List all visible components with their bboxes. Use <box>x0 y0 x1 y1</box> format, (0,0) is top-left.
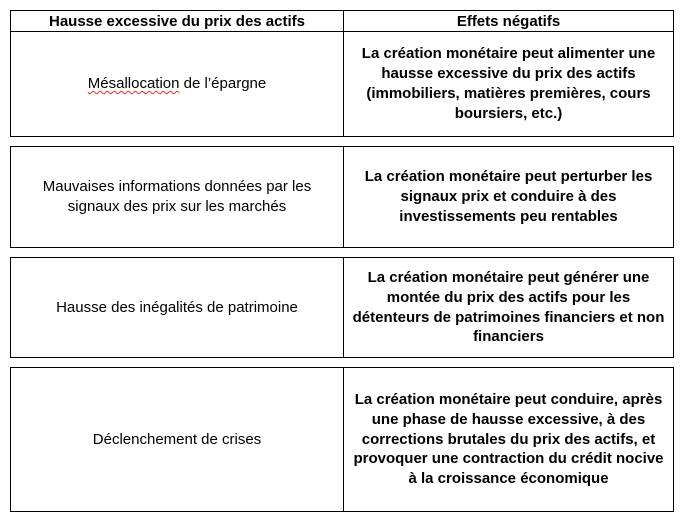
cause-cell <box>11 32 344 136</box>
table-row <box>11 32 673 136</box>
effect-cell: La création monétaire peut alimenter une hausse excessive du prix des actifs (immobiliers, matières premières, cours boursiers, etc.) <box>361 45 656 122</box>
monetary-effects-table-section-2 <box>10 146 674 248</box>
monetary-effects-table-section-3 <box>10 257 674 358</box>
monetary-effects-table-section-1 <box>10 10 674 137</box>
misspelled-word: Mésallocation <box>87 75 180 93</box>
table-row <box>11 147 673 247</box>
table-header-row <box>11 11 673 32</box>
effect-cell: La création monétaire peut conduire, après une phase de hausse excessive, à des corrections brutales du prix des actifs, et provoquer une contraction du crédit nocive à la croissance économique <box>353 391 664 488</box>
cause-cell: Hausse des inégalités de patrimoine <box>11 258 344 357</box>
effect-cell: La création monétaire peut générer une montée du prix des actifs pour les détenteurs de patrimoines financiers et non financiers <box>352 268 665 346</box>
table-row <box>11 368 673 511</box>
header-cell-effects: Effets négatifs <box>456 12 561 30</box>
cause-cell: Déclenchement de crises <box>11 368 344 511</box>
monetary-effects-table-section-4 <box>10 367 674 512</box>
table-row <box>11 258 673 357</box>
cause-text <box>88 74 266 94</box>
cause-text-remainder: de l’épargne <box>179 75 267 93</box>
cause-cell: Mauvaises informations données par les signaux des prix sur les marchés <box>11 147 344 247</box>
header-cell-causes: Hausse excessive du prix des actifs <box>11 11 344 31</box>
effect-cell: La création monétaire peut perturber les signaux prix et conduire à des investissements peu rentables <box>364 168 653 225</box>
